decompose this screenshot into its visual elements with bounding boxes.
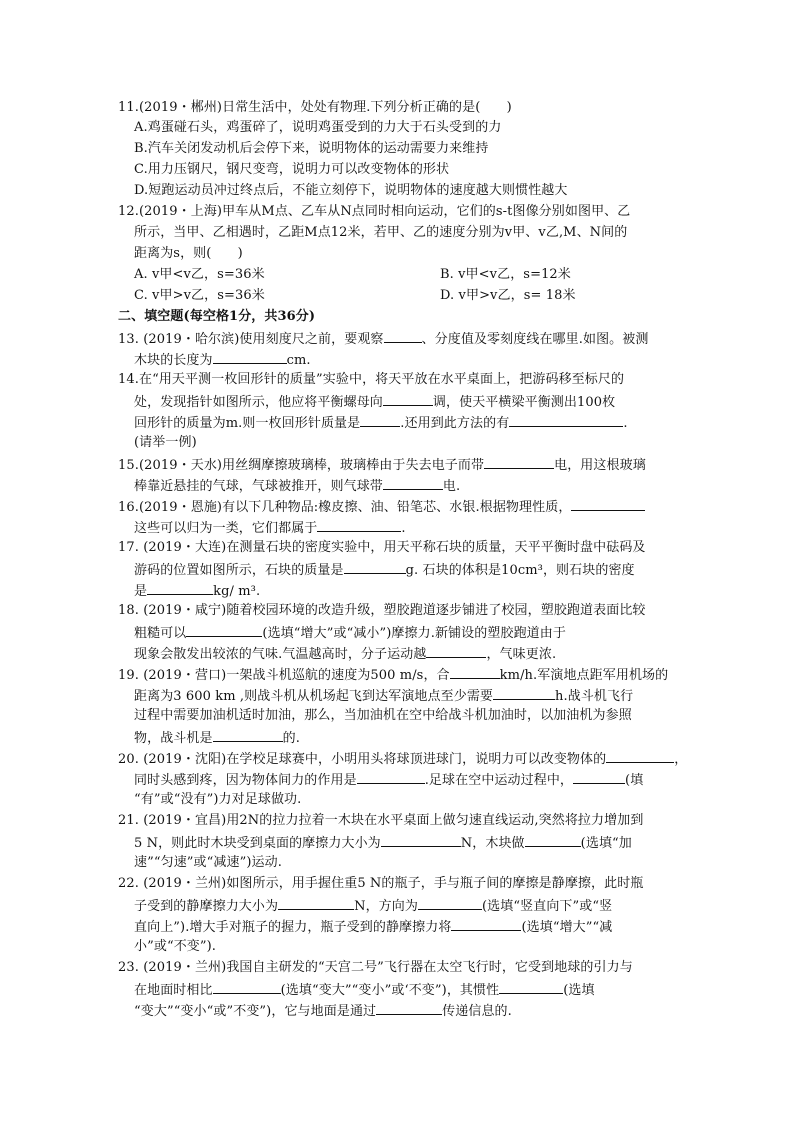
q23-line1: 23. (2019・兰州)我国自主研发的“天宫二号”飞行器在太空飞行时，它受到地球的引力与 [118,960,633,975]
q14-blank-2[interactable] [360,414,400,427]
q14-line4: (请举一例) [134,435,197,450]
q20-text: (填 [625,773,644,788]
q14-blank-3[interactable] [509,414,623,427]
q13-text: cm. [286,353,311,368]
q13-line1 [118,330,648,348]
q23-blank-2[interactable] [499,981,563,994]
q12-option-a: A. v甲<v乙，s=36米 [134,267,265,282]
q18-text: 粗糙可以 [134,626,187,641]
q23-line3 [134,1002,512,1020]
q22-line1: 22. (2019・兰州)如图所示，用手握住重5 N的瓶子，手与瓶子间的摩擦是静摩擦，此时瓶 [118,876,644,891]
q19-line1 [118,666,668,684]
q15-blank-2[interactable] [383,477,443,490]
q18-blank-2[interactable] [426,645,486,658]
q23-text: 传递信息的. [442,1004,512,1019]
q19-text: 19. (2019・营口)一架战斗机巡航的速度为500 m/s，合 [118,668,450,683]
q15-text: 15.(2019・天水)用丝绸摩擦玻璃棒，玻璃棒由于失去电子而带 [118,458,485,473]
q23-text: “变大”“变小“或”不变”)，它与地面是通过 [134,1004,377,1019]
q23-line2 [134,981,595,999]
q20-line2 [134,771,643,789]
q19-line4 [134,729,300,747]
q19-text: km/h.军演地点距军用机场的 [499,668,669,683]
q17-line2 [134,561,635,579]
q12-option-d: D. v甲>v乙，s= 18米 [440,288,576,303]
q13-line2 [134,351,311,369]
q15-text: 棒靠近悬挂的气球，气球被推开，则气球带 [134,479,383,494]
q16-blank-1[interactable] [571,498,645,511]
q18-line3 [134,645,556,663]
q18-line1: 18. (2019・咸宁)随着校园环境的改造升级，塑胶跑道逐步铺进了校园，塑胶跑道表面比较 [118,603,646,618]
q21-text: 5 N，则此时木块受到桌面的摩擦力大小为 [134,836,381,851]
q19-text: 距离为3 600 km ,则战斗机从机场起飞到达军演地点至少需要 [134,689,494,704]
q11-option-d: D.短跑运动员冲过终点后，不能立刻停下，说明物体的速度越大则惯性越大 [134,183,568,198]
q12-stem-line3: 距离为s，则( ) [134,246,243,261]
q21-line3: 速”“匀速”或“减速”)运动. [134,855,282,870]
q23-blank-3[interactable] [376,1002,442,1015]
q13-text: 木块的长度为 [134,353,213,368]
q23-text: (选填“变大”“变小”或‘不变”)，其惯性 [280,983,500,998]
q14-blank-1[interactable] [383,393,433,406]
q22-blank-2[interactable] [418,897,482,910]
q16-line1 [118,498,645,516]
q18-line2 [134,624,566,642]
q16-text: 16.(2019・恩施)有以下几种物品:橡皮擦、油、铅笔芯、水银.根据物理性质， [118,500,572,515]
q19-text: 的. [282,731,300,746]
q20-blank-3[interactable] [573,771,625,784]
q17-line1: 17. (2019・大连)在测量石块的密度实验中，用天平称石块的质量，天平平衡时盘中砝码及 [118,540,646,555]
q21-text: (选填“加 [580,836,632,851]
q14-text: 处，发现指针如图所示，他应将平衡螺母向 [134,395,383,410]
q20-text: 20. (2019・沈阳)在学校足球赛中，小明用头将球顶进球门，说明力可以改变物体的 [118,752,607,767]
q12-option-b: B. v甲<v乙，s=12米 [440,267,571,282]
q22-line4: 小”或“不变”). [134,939,217,954]
q23-text: 在地面时相比 [134,983,213,998]
q22-text: 直向上”).增大手对瓶子的握力，瓶子受到的静摩擦力将 [134,920,452,935]
q21-blank-2[interactable] [525,834,581,847]
q19-text: h.战斗机飞行 [555,689,634,704]
q13-blank-2[interactable] [213,351,287,364]
q11-option-a: A.鸡蛋碰石头，鸡蛋碎了，说明鸡蛋受到的力大于石头受到的力 [134,120,502,135]
q11-option-c: C.用力压钢尺，钢尺变弯，说明力可以改变物体的形状 [134,162,450,177]
q11-stem: 11.(2019・郴州)日常生活中，处处有物理.下列分析正确的是( ) [118,100,512,115]
q16-text: 这些可以归为一类，它们都属于 [134,521,318,536]
section-heading: 二、填空题(每空格1分，共36分) [118,309,316,324]
q23-text: (选填 [563,983,595,998]
q19-text: 物，战斗机是 [134,731,213,746]
q20-line3: “有”或“没有”)力对足球做功. [134,792,302,807]
q14-line2 [134,393,615,411]
q12-stem-line2: 所示，当甲、乙相遇时，乙距M点12米，若甲、乙的速度分别为v甲、v乙,M、N间的 [134,225,628,240]
q18-blank-1[interactable] [186,624,262,637]
q11-option-b: B.汽车关闭发动机后会停下来，说明物体的运动需要力来维持 [134,141,489,156]
q14-text: .还用到此方法的有 [400,416,510,431]
q22-text: N，方向为 [354,899,418,914]
q17-blank-1[interactable] [344,561,406,574]
q18-text: 现象会散发出较浓的气味.气温越高时，分子运动越 [134,647,427,662]
q14-text: 回形针的质量为m.则一枚回形针质量是 [134,416,361,431]
q13-text: 13. (2019・哈尔滨)使用刻度尺之前，要观察 [118,332,384,347]
q14-line1: 14.在“用天平测一枚回形针的质量”实验中，将天平放在水平桌面上，把游码移至标尺的 [118,372,625,387]
q21-blank-1[interactable] [381,834,461,847]
q17-text: g. 石块的体积是10cm³，则石块的密度 [405,563,635,578]
q13-text: 、分度值及零刻度线在哪里.如图。被测 [421,332,649,347]
q19-blank-3[interactable] [213,729,283,742]
q19-line3: 过程中需要加油机适时加油，那么，当加油机在空中给战斗机加油时，以加油机为参照 [134,708,632,723]
q16-line2 [134,519,406,537]
q23-blank-1[interactable] [213,981,281,994]
q20-blank-2[interactable] [357,771,425,784]
q15-blank-1[interactable] [484,456,554,469]
q22-text: (选填“竖直向下”或“竖 [482,899,613,914]
q22-line3 [134,918,612,936]
q22-line2 [134,897,612,915]
q20-text: .足球在空中运动过程中， [424,773,574,788]
q15-line1 [118,456,646,474]
q15-text: 电. [442,479,461,494]
q21-text: N，木块做 [460,836,525,851]
q18-text: ，气味更浓. [486,647,557,662]
q19-line2 [134,687,633,705]
q22-blank-3[interactable] [451,918,521,931]
q20-line1 [118,750,687,768]
q21-line1: 21. (2019・宜昌)用2N的拉力拉着一木块在水平桌面上做匀速直线运动,突然将拉力增加到 [118,813,644,828]
q14-text: 调，使天平横梁平衡测出100枚 [432,395,616,410]
q16-text: . [401,521,406,536]
q20-blank-1[interactable] [606,750,674,763]
q17-text: kg/ m³. [213,584,261,599]
q17-text: 游码的位置如图所示，石块的质量是 [134,563,344,578]
q12-option-c: C. v甲>v乙，s=36米 [134,288,265,303]
q15-line2 [134,477,460,495]
q17-text: 是 [134,584,148,599]
q12-stem-line1: 12.(2019・上海)甲车从M点、乙车从N点同时相向运动，它们的s-t图像分别如图甲、乙 [118,204,631,219]
q17-line3 [134,582,260,600]
q22-blank-1[interactable] [278,897,354,910]
q22-text: 子受到的静摩擦力大小为 [134,899,279,914]
q19-blank-1[interactable] [450,666,500,679]
q20-text: ， [674,752,688,767]
q22-text: (选填“增大”“减 [521,920,613,935]
q14-line3 [134,414,628,432]
q15-text: 电，用这根玻璃 [554,458,646,473]
q18-text: (选填“增大”或“减小”)摩擦力.新铺设的塑胶跑道由于 [262,626,566,641]
q16-blank-2[interactable] [317,519,401,532]
q13-blank-1[interactable] [384,330,422,343]
q19-blank-2[interactable] [493,687,555,700]
q17-blank-2[interactable] [147,582,213,595]
q20-text: 同时头感到疼，因为物体间力的作用是 [134,773,357,788]
q14-text: . [623,416,628,431]
q21-line2 [134,834,632,852]
